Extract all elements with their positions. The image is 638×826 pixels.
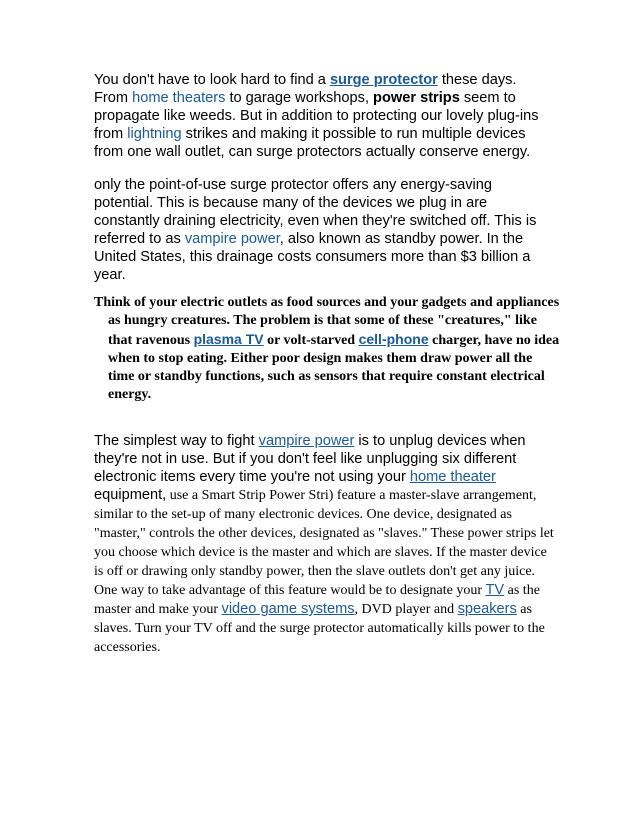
text: charger, have no idea when to stop eating. Either poor design makes them draw power all the time or standby functions, such as sensors that require constant electrical energy. [108, 333, 560, 402]
link-vampire-power-2[interactable]: vampire power [258, 433, 355, 449]
text-serif: use a Smart Strip Power Stri) feature a master-slave arrangement, similar to the set-up of many electronic devices. One device, designated as "master," controls the other devices, designated as "slaves." These power strips let you choose which device is the master and which are slaves. If the master device is off or drawing only standby power, then the slave outlets don't get any juice. One way to take advantage of this feature would be to designate your [94, 488, 554, 598]
text-serif: as the master and make your [94, 583, 540, 617]
paragraph-standby [94, 176, 554, 284]
link-vampire-power[interactable]: vampire power [184, 231, 280, 247]
link-speakers[interactable]: speakers [457, 601, 517, 617]
link-plasma-tv[interactable]: plasma TV [193, 331, 264, 347]
link-home-theater[interactable]: home theater [409, 469, 496, 485]
link-cell-phone[interactable]: cell-phone [358, 331, 429, 347]
text: The simplest way to fight [94, 433, 259, 449]
text: Think of your electric outlets as food sources and your gadgets and appliances as hungry creatures. The problem is that some of these "creatures," like that ravenous [94, 295, 560, 348]
link-surge-protector[interactable]: surge protector [329, 72, 438, 88]
text: or volt-starved [263, 333, 359, 348]
link-tv[interactable]: TV [485, 582, 505, 598]
text: , also known as standby power. In the United States, this drainage costs consumers more than $3 billion a year. [94, 231, 531, 283]
text-serif: , DVD player and [354, 602, 458, 617]
bold-power-strips: power strips [373, 90, 460, 106]
paragraph-intro [94, 71, 554, 161]
text: You don't have to look hard to find a [94, 72, 330, 88]
text: these days. From [94, 72, 517, 106]
paragraph-outlets [94, 294, 560, 404]
text: equipment, [94, 487, 167, 503]
text: seem to propagate like weeds. But in addition to protecting our lovely plug-ins from [94, 90, 539, 142]
text: strikes and making it possible to run multiple devices from one wall outlet, can surge protectors actually conserve energy. [94, 126, 531, 160]
paragraph-smart-strip [94, 432, 554, 657]
text-serif: as slaves. Turn your TV off and the surge protector automatically kills power to the accessories. [94, 602, 545, 655]
text: to garage workshops, [225, 90, 374, 106]
link-home-theaters[interactable]: home theaters [132, 90, 226, 106]
text: only the point-of-use surge protector offers any energy-saving potential. This is because many of the devices we plug in are constantly draining electricity, even when they're switched off. This is referred to as [94, 177, 537, 247]
text: is to unplug devices when they're not in use. But if you don't feel like unplugging six different electronic items every time you're not using your [94, 433, 526, 485]
link-video-game-systems[interactable]: video game systems [221, 601, 355, 617]
link-lightning[interactable]: lightning [127, 126, 182, 142]
